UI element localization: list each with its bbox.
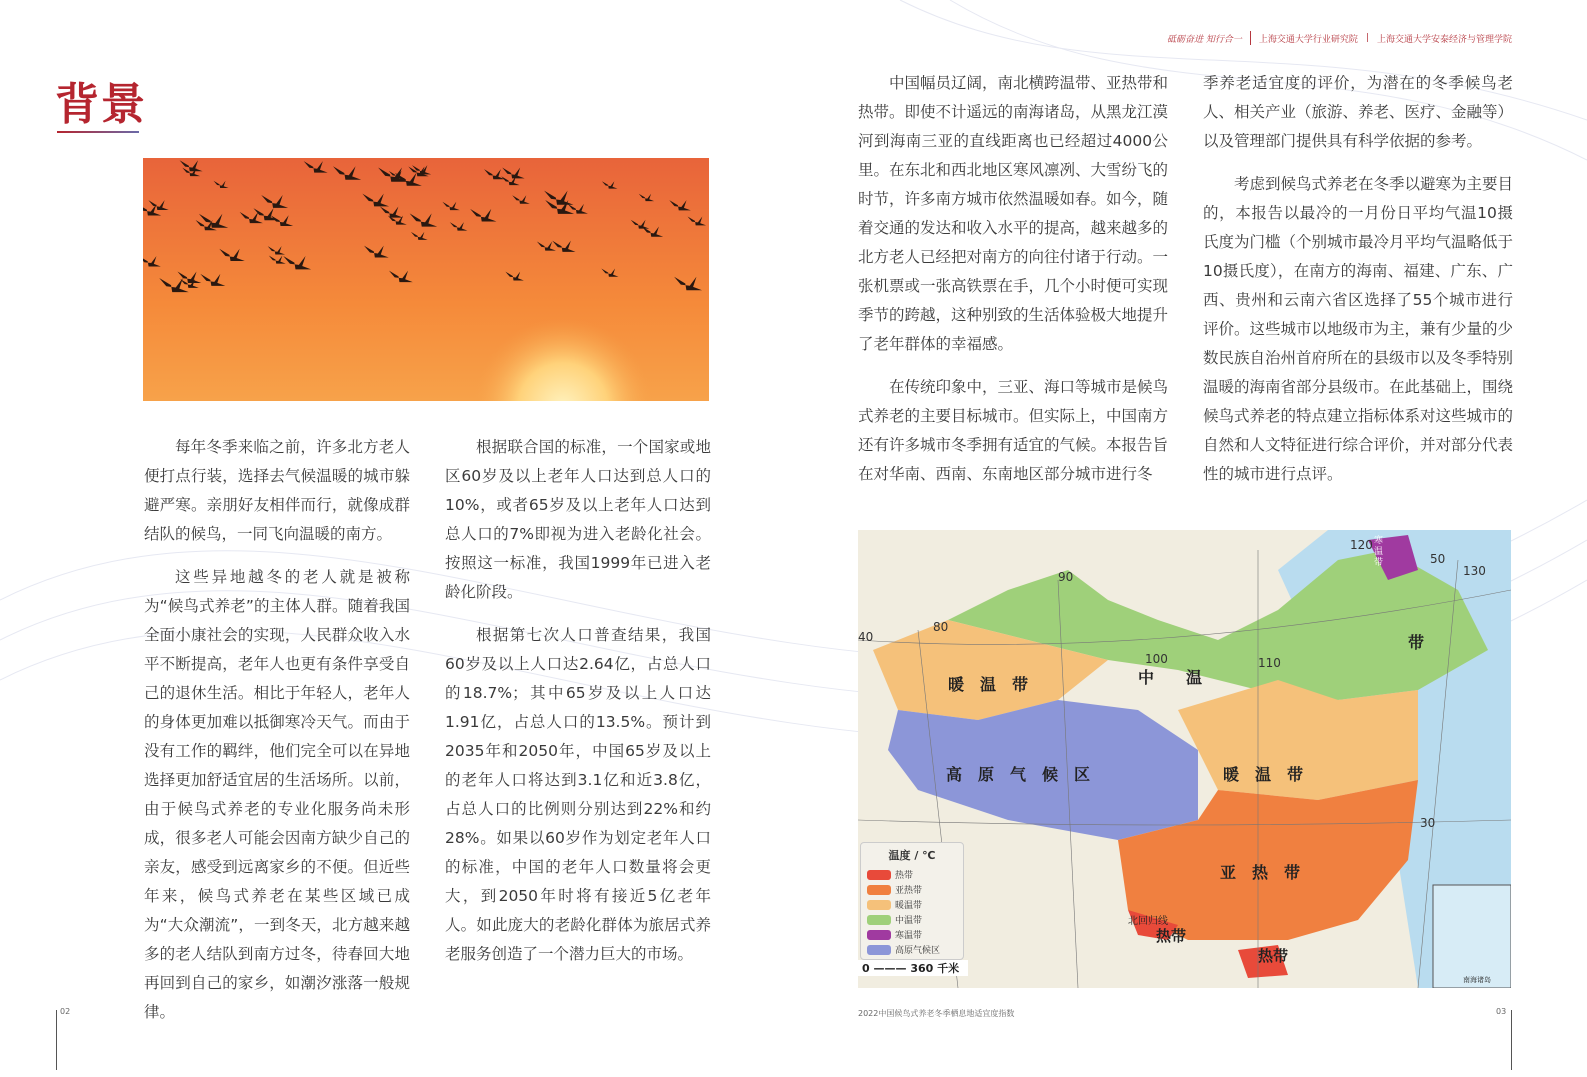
zone-label: 带 <box>1408 633 1425 652</box>
legend-item <box>867 927 957 942</box>
paragraph: 季养老适宜度的评价，为潜在的冬季候鸟老人、相关产业（旅游、养老、医疗、金融等）以及管理部门提供具有科学依据的参考。 <box>1203 74 1514 150</box>
paragraph: 考虑到候鸟式养老在冬季以避寒为主要目的，本报告以最冷的一月份日平均气温10摄氏度为门槛（个别城市最冷月平均气温略低于10摄氏度），在南方的海南、福建、广东、广西、贵州和云南六省区选择了55个城市进行评价。这些城市以地级市为主，兼有少量的少数民族自治州首府所在的县级市以及冬季特别温暖的海南省部分县级市。在此基础上，围绕候鸟式养老的特点建立指标体系对这些城市的自然和人文特征进行综合评价，并对部分代表性的城市进行点评。 <box>1203 175 1514 483</box>
zone-label: 暖 温 带 <box>948 675 1029 694</box>
sunset-cranes-photo <box>143 158 709 401</box>
paragraph: 根据联合国的标准，一个国家或地区60岁及以上老年人口达到总人口的10%，或者65岁及以上老年人口达到总人口的7%即视为进入老龄化社会。按照这一标准，我国1999年已进入老龄化阶段。 <box>445 438 711 601</box>
zone-label: 热带 <box>1156 927 1187 945</box>
graticule-label: 130 <box>1463 564 1486 578</box>
legend-title: 温度 / ℃ <box>888 849 936 862</box>
org-separator: | <box>1365 33 1369 43</box>
page-number-left: 02 <box>60 1007 71 1016</box>
graticule-label: 120 <box>1350 538 1373 552</box>
legend-label: 中温带 <box>895 916 923 926</box>
graticule-label: 100 <box>1145 652 1168 666</box>
legend-item <box>867 912 957 927</box>
divider <box>1250 31 1251 45</box>
zone-label: 亚 热 带 <box>1220 863 1301 882</box>
graticule-label: 80 <box>933 620 949 634</box>
text-column-3 <box>858 69 1168 503</box>
slogan-logo: 砥砺奋进 知行合一 <box>1167 34 1242 45</box>
legend-swatch <box>867 945 891 955</box>
map-legend <box>860 842 964 960</box>
org-name-2: 上海交通大学安泰经济与管理学院 <box>1376 34 1512 45</box>
legend-item <box>867 942 957 957</box>
legend-item <box>867 882 957 897</box>
zone-label: 热带 <box>1258 947 1289 965</box>
zone-label: 暖 温 带 <box>1223 765 1304 784</box>
title-underline <box>57 131 139 133</box>
graticule-label: 50 <box>1430 552 1446 566</box>
legend-item <box>867 897 957 912</box>
page-number-right: 03 <box>1496 1007 1507 1016</box>
paragraph: 这些异地越冬的老人就是被称为“候鸟式养老”的主体人群。随着我国全面小康社会的实现，人民群众收入水平不断提高，老年人也更有条件享受自己的退休生活。相比于年轻人，老年人的身体更加难以抵御寒冷天气。而由于没有工作的羁绊，他们完全可以在异地选择更加舒适宜居的生活场所。以前，由于候鸟式养老的专业化服务尚未形成，很多老人可能会因南方缺少自己的亲友，感受到远离家乡的不便。但近些年来，候鸟式养老在某些区域已成为“大众潮流”，一到冬天，北方越来越多的老人结队到南方过冬，待春回大地再回到自己的家乡，如潮汐涨落一般规律。 <box>144 568 410 1021</box>
report-title-footer: 2022中国候鸟式养老冬季栖息地适宜度指数 <box>858 1009 1015 1018</box>
graticule-label: 30 <box>1420 816 1436 830</box>
graticule-label: 110 <box>1258 656 1281 670</box>
legend-label: 寒温带 <box>895 931 923 941</box>
legend-label: 暖温带 <box>895 901 923 911</box>
paragraph: 每年冬季来临之前，许多北方老人便打点行装，选择去气候温暖的城市躲避严寒。亲朋好友相伴而行，就像成群结队的候鸟，一同飞向温暖的南方。 <box>144 438 410 543</box>
paragraph: 在传统印象中，三亚、海口等城市是候鸟式养老的主要目标城市。但实际上，中国南方还有许多城市冬季拥有适宜的气候。本报告旨在对华南、西南、东南地区部分城市进行冬 <box>858 378 1169 483</box>
legend-swatch <box>867 915 891 925</box>
page-header <box>1167 31 1512 45</box>
org-name-1: 上海交通大学行业研究院 <box>1258 34 1358 45</box>
legend-swatch <box>867 885 891 895</box>
page-title: 背景 <box>55 79 147 130</box>
legend-item <box>867 867 957 882</box>
map-scale: 0 ——— 360 千米 <box>858 960 968 976</box>
zone-label: 中 温 <box>1138 668 1203 687</box>
legend-swatch <box>867 870 891 880</box>
footer-rule-left <box>56 1010 57 1070</box>
paragraph: 根据第七次人口普查结果，我国60岁及以上人口达2.64亿，占总人口的18.7%；其中65岁及以上人口达1.91亿，占总人口的13.5%。预计到2035年和2050年，中国65岁及以上的老年人口将达到3.1亿和近3.8亿，占总人口的比例则分别达到22%和约28%。如果以60岁作为划定老年人口的标准，中国的老年人口数量将会更大，到2050年时将有接近5亿老年人。如此庞大的老龄化群体为旅居式养老服务创造了一个潜力巨大的市场。 <box>445 626 711 963</box>
legend-label: 热带 <box>895 871 914 881</box>
footer-rule-right <box>1511 1010 1512 1070</box>
legend-swatch <box>867 900 891 910</box>
legend-swatch <box>867 930 891 940</box>
climate-zone-map <box>858 530 1511 988</box>
text-column-1 <box>144 433 410 1041</box>
paragraph: 中国幅员辽阔，南北横跨温带、亚热带和热带。即使不计遥远的南海诸岛，从黑龙江漠河到海南三亚的直线距离也已经超过4000公里。在东北和西北地区寒风凛冽、大雪纷飞的时节，许多南方城市依然温暖如春。如今，随着交通的发达和收入水平的提高，越来越多的北方老人已经把对南方的向往付诸于行动。一张机票或一张高铁票在手，几个小时便可实现季节的跨越，这种别致的生活体验极大地提升了老年群体的幸福感。 <box>858 74 1169 353</box>
legend-label: 高原气候区 <box>895 946 941 956</box>
graticule-label: 90 <box>1058 570 1074 584</box>
inset-label: 南海诸岛 <box>1463 976 1491 984</box>
zone-label: 寒温带 <box>1374 536 1384 568</box>
tropic-line-label: 北回归线 <box>1128 916 1168 927</box>
legend-label: 亚热带 <box>895 886 923 896</box>
zone-label: 高 原 气 候 区 <box>946 765 1091 784</box>
text-column-2 <box>445 433 711 983</box>
text-column-4 <box>1203 69 1513 503</box>
graticule-label: 40 <box>858 630 874 644</box>
